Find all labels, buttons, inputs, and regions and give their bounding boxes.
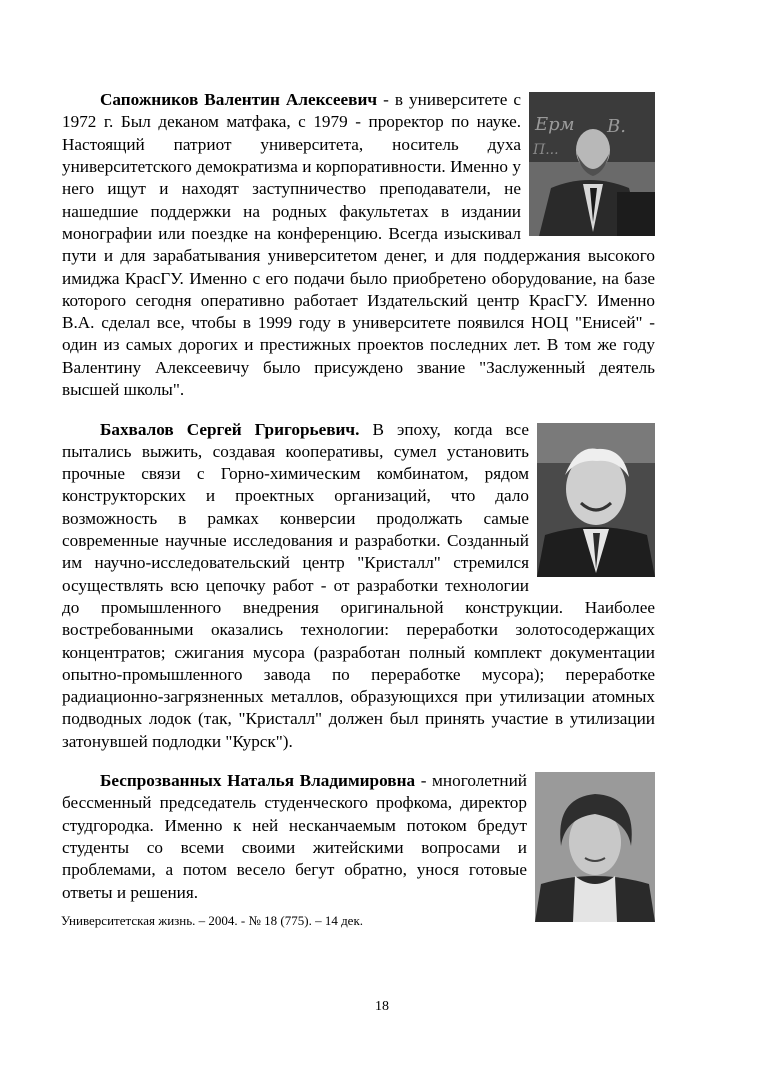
photo-bakhvalov — [537, 423, 655, 577]
photo-besprozvannykh — [535, 772, 655, 922]
entry-bakhvalov — [62, 419, 655, 753]
page-number: 18 — [375, 999, 389, 1014]
source-citation: Университетская жизнь. – 2004. - № 18 (775). – 14 дек. — [61, 913, 364, 928]
entry-text: В эпоху, когда все пытались выжить, создавая кооперативы, сумел установить прочные связи с Горно-химическим комбинатом, рядом конструкторских и проектных организаций, что дало возможность в рамках конверсии продолжать самые современные научные исследования и разработки. Созданный им научно-исследовательский центр "Кристалл" стремился осуществлять всю цепочку работ - от разработки технологии до промышленного внедрения оригинальной конструкции. Наиболее востребованными оказались технологии: переработки золотосодержащих концентратов; сжигания мусора (разработан полный комплект документации опытно-промышленного завода по переработке мусора); переработке радиационно-загрязненных металлов, образующихся при утилизации атомных подводных лодок (так, "Кристалл" должен был принять участие в утилизации затонувшей подлодки "Курск"). — [62, 419, 655, 751]
svg-text:П...: П... — [533, 142, 559, 159]
photo-sapozhnikov — [529, 92, 655, 236]
person-name: Сапожников Валентин Алексеевич — [100, 90, 378, 110]
entry-text: многолетний бессменный председатель студенческого профкома, директор студгородка. Именно к ней несканчаемым потоком бредут студенты со всеми своими житейскими вопросами и проблемами, а потом весело бегут обратно, унося готовые ответы и решения. — [62, 771, 527, 902]
document-body — [62, 72, 655, 924]
entry-text: в университете с 1972 г. Был деканом матфака, с 1979 - проректор по науке. Настоящий патриот университета, носитель духа университетского демократизма и корпоративности. Именно у него ищут и находят заступничество преподаватели, не нашедшие поддержки на родных факультетах в издании монографии или поездке на конференцию. Всегда изыскивал пути и для зарабатывания университетом денег, и для поддержания высокого имиджа КрасГУ. Именно с его подачи было приобретено оборудование, на базе которого сегодня оперативно работает Издательский центр КрасГУ. Именно В.А. сделал все, чтобы в 1999 году в университете появился НОЦ "Енисей" - один из самых дорогих и престижных проектов последних лет. В том же году Валентину Алексеевичу было присуждено звание "Заслуженный деятель высшей школы". — [62, 90, 655, 400]
person-name: Бахвалов Сергей Григорьевич. — [100, 419, 360, 439]
svg-text:Ерм: Ерм — [535, 114, 575, 136]
person-name: Беспрозванных Наталья Владимировна — [100, 771, 416, 791]
entry-besprozvannykh: Беспрозванных Наталья Владимировна - многолетний бессменный председатель студенческого профкома, директор студгородка. Именно к ней несканчаемым потоком бредут студенты со всеми своими житейскими вопросами и проблемами, а потом весело бегут обратно, унося готовые ответы и решения. — [62, 770, 655, 904]
svg-text:В.: В. — [607, 116, 626, 138]
entry-sapozhnikov: Ерм В. П... Сапожников Валентин Алексеевич - в университете с 1972 г. Был деканом матфака, с 1979 - проректор по науке. Настоящий патриот университета, носитель духа университетского демократизма и корпоративности. Именно у него ищут и находят заступничество преподаватели, не нашедшие поддержки на родных факультетах в издании монографии или поездке на конференцию. Всегда изыскивал пути и для зарабатывания университетом денег, и для поддержания высокого имиджа КрасГУ. Именно с его подачи было приобретено оборудование, на базе которого сегодня оперативно работает Издательский центр КрасГУ. Именно В.А. сделал все, чтобы в 1999 году в университете появился НОЦ "Енисей" - один из самых дорогих и престижных проектов последних лет. В том же году Валентину Алексеевичу было присуждено звание "Заслуженный деятель высшей школы". — [62, 90, 655, 400]
